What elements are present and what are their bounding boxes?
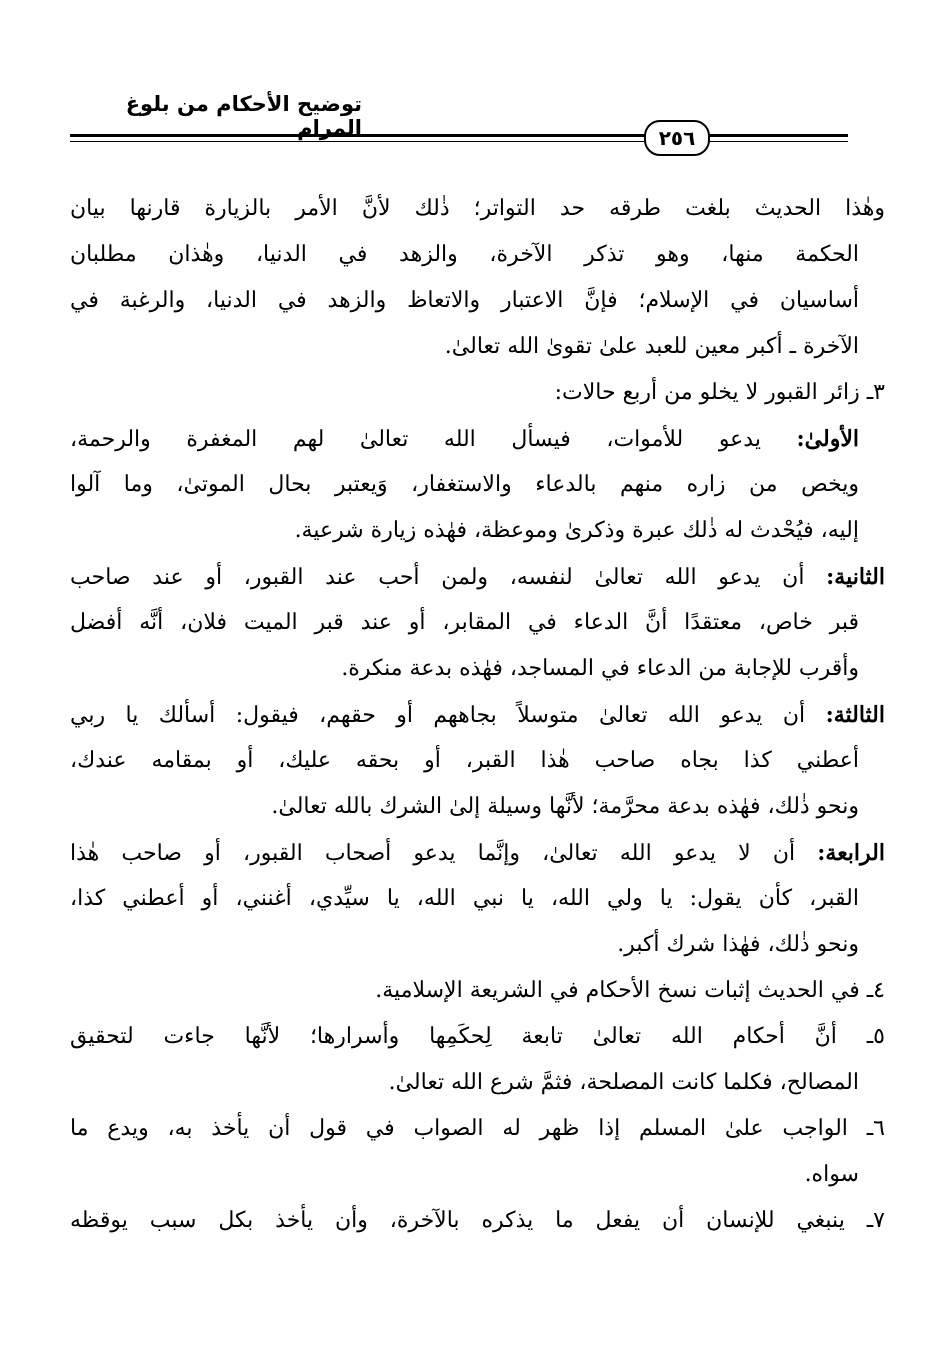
text-line: ونحو ذٰلك، فهٰذا شرك أكبر.: [617, 932, 859, 957]
text-line: سواه.: [804, 1162, 859, 1187]
body-text: [70, 186, 885, 1244]
running-title: توضيح الأحكام من بلوغ المرام: [125, 92, 362, 140]
case-label: الثالثة:: [825, 702, 885, 728]
text-line: قبر خاص، معتقدًا أنَّ الدعاء في المقابر، أو عند قبر الميت فلان، أنَّه أفضل: [70, 610, 859, 635]
case-second: الثانية: أن يدعو الله تعالىٰ لنفسه، ولمن أحب عند القبور، أو عند صاحب: [70, 564, 885, 590]
text-line: الآخرة ـ أكبر معين للعبد علىٰ تقوىٰ الله تعالىٰ.: [444, 334, 859, 359]
case-label: الأولىٰ:: [796, 426, 859, 452]
case-label: الثانية:: [826, 564, 885, 590]
text-line: ويخص من زاره منهم بالدعاء والاستغفار، وَيعتبر بحال الموتىٰ، وما آلوا: [70, 472, 859, 497]
header-rule: [70, 134, 644, 137]
case-third: الثالثة: أن يدعو الله تعالىٰ متوسلاً بجاههم أو حقهم، فيقول: أسألك يا ربي: [70, 702, 885, 728]
page-number: ٢٥٦: [644, 120, 710, 156]
list-item-3: ٣ـ زائر القبور لا يخلو من أربع حالات:: [554, 380, 885, 405]
list-item-4: ٤ـ في الحديث إثبات نسخ الأحكام في الشريعة الإسلامية.: [375, 978, 885, 1003]
text-line: أعطني كذا بجاه صاحب هٰذا القبر، أو بحقه عليك، أو بمقامه عندك،: [70, 748, 859, 773]
text-line: المصالح، فكلما كانت المصلحة، فثمَّ شرع الله تعالىٰ.: [388, 1070, 859, 1095]
text-line: وأقرب للإجابة من الدعاء في المساجد، فهٰذه بدعة منكرة.: [341, 656, 859, 681]
text-line: القبر، كأن يقول: يا ولي الله، يا نبي الله، يا سيِّدي، أغنني، أو أعطني كذا،: [70, 886, 859, 911]
text-line: الحكمة منها، وهو تذكر الآخرة، والزهد في الدنيا، وهٰذان مطلبان: [70, 242, 859, 267]
case-fourth: الرابعة: أن لا يدعو الله تعالىٰ، وإنَّما يدعو أصحاب القبور، أو صاحب هٰذا: [70, 840, 885, 866]
header-rule: [706, 134, 848, 137]
text-line: وهٰذا الحديث بلغت طرقه حد التواتر؛ ذٰلك لأنَّ الأمر بالزيارة قارنها بيان: [70, 196, 885, 221]
list-item-5: ٥ـ أنَّ أحكام الله تعالىٰ تابعة لِحكَمِها وأسرارها؛ لأنَّها جاءت لتحقيق: [70, 1024, 885, 1049]
text-line: أساسيان في الإسلام؛ فإنَّ الاعتبار والاتعاظ والزهد في الدنيا، والرغبة في: [70, 288, 859, 313]
case-label: الرابعة:: [817, 840, 885, 866]
text-line: ونحو ذٰلك، فهٰذه بدعة محرَّمة؛ لأنَّها وسيلة إلىٰ الشرك بالله تعالىٰ.: [271, 794, 859, 819]
case-first: الأولىٰ: يدعو للأموات، فيسأل الله تعالىٰ لهم المغفرة والرحمة،: [70, 426, 859, 452]
text-line: إليه، فيُحْدث له ذٰلك عبرة وذكرىٰ وموعظة، فهٰذه زيارة شرعية.: [294, 518, 859, 543]
list-item-7: ٧ـ ينبغي للإنسان أن يفعل ما يذكره بالآخرة، وأن يأخذ بكل سبب يوقظه: [70, 1208, 885, 1233]
list-item-6: ٦ـ الواجب علىٰ المسلم إذا ظهر له الصواب في قول أن يأخذ به، ويدع ما: [70, 1116, 885, 1141]
